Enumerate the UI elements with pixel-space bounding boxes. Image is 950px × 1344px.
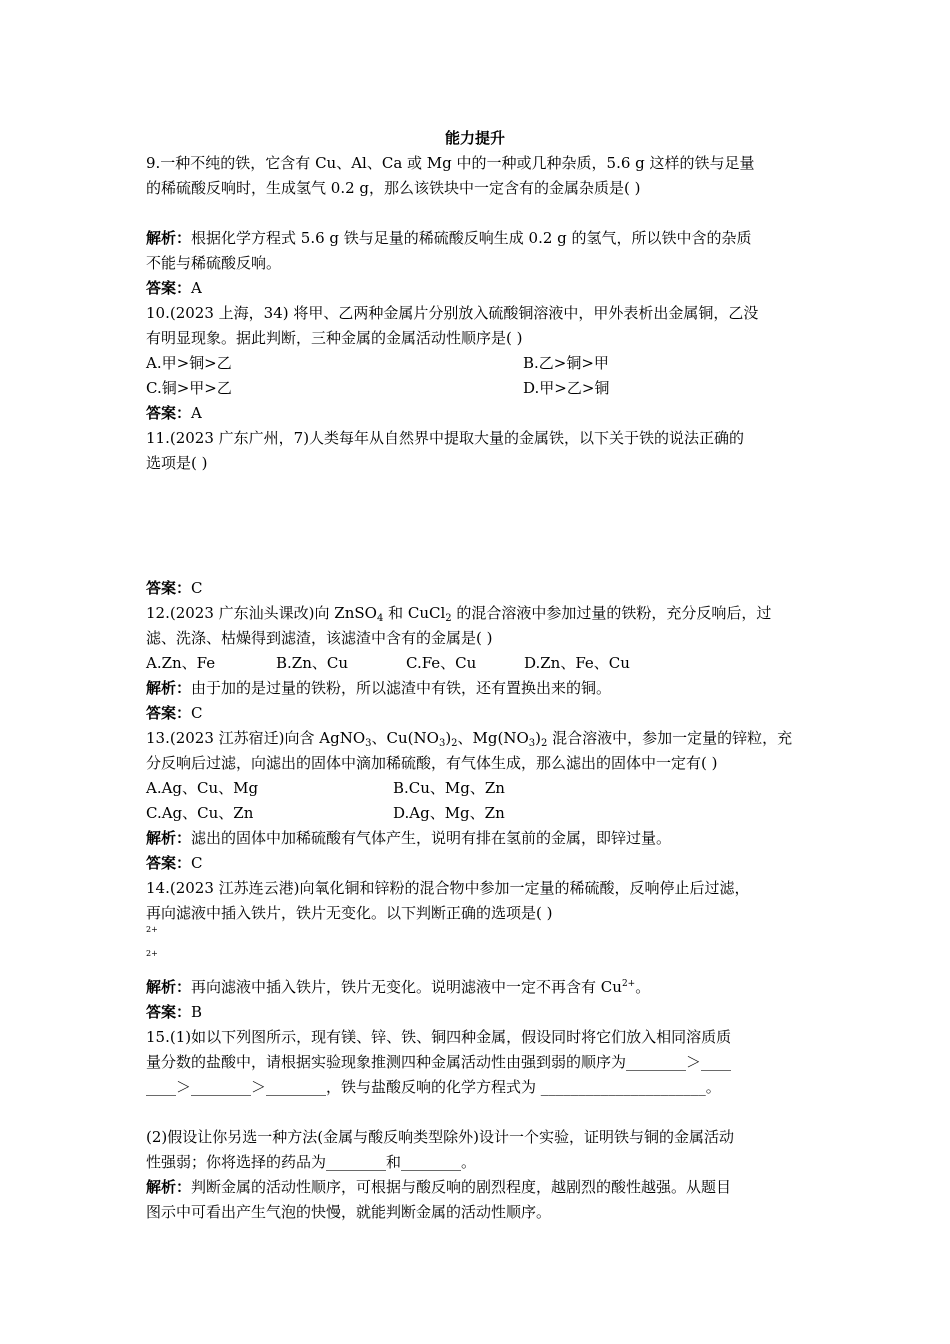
q13-sub-5: 2 — [541, 738, 548, 749]
q10-option-d: D.甲>乙>铜 — [523, 379, 610, 397]
analysis-label: 解析： — [146, 679, 192, 697]
q9-answer-value: A — [191, 279, 202, 297]
q12-line-2: 滤、洗涤、枯燥得到滤渣，该滤渣中含有的金属是( ) — [146, 629, 493, 647]
q9-line-1: 9.一种不纯的铁，它含有 Cu、Al、Ca 或 Mg 中的一种或几种杂质，5.6 g 这样的铁与足量 — [146, 154, 755, 172]
q12-option-c: C.Fe、Cu — [406, 654, 477, 672]
q13-analysis-text: 滤出的固体中加稀硫酸有气体产生，说明有排在氢前的金属，即锌过量。 — [191, 829, 672, 847]
q13-line-2: 分反响后过滤，向滤出的固体中滴加稀硫酸，有气体生成，那么滤出的固体中一定有( ) — [146, 754, 718, 772]
section-title: 能力提升 — [444, 129, 505, 147]
q13-answer — [146, 851, 203, 876]
q10-line-1: 10.(2023 上海，34) 将甲、乙两种金属片分别放入硫酸铜溶液中，甲外表析出金属铜，乙没 — [146, 304, 759, 322]
q14-fragment-2: 2+ — [146, 949, 158, 958]
answer-label: 答案： — [146, 854, 192, 872]
q14-analysis-sup: 2+ — [621, 979, 636, 989]
q15-analysis — [146, 1175, 731, 1200]
analysis-label: 解析： — [146, 829, 192, 847]
answer-label: 答案： — [146, 279, 192, 297]
q10-answer-value: A — [191, 404, 202, 422]
q13-answer-value: C — [191, 854, 203, 872]
q15-line-2: 量分数的盐酸中，请根据实验现象推测四种金属活动性由强到弱的顺序为________＞____ — [146, 1053, 732, 1071]
q13-sub-4: 3 — [528, 738, 536, 749]
q14-line-1: 14.(2023 江苏连云港)向氧化铜和锌粉的混合物中参加一定量的稀硫酸，反响停止后过滤， — [146, 879, 750, 897]
q12-answer — [146, 701, 203, 726]
q12-text-b: 和 CuCl — [383, 604, 446, 622]
q14-analysis-text: 再向滤液中插入铁片，铁片无变化。说明滤液中一定不再含有 Cu — [191, 978, 622, 996]
q10-option-c: C.铜>甲>乙 — [146, 379, 232, 397]
q15-line-1: 15.(1)如以下列图所示，现有镁、锌、铁、铜四种金属，假设同时将它们放入相同溶质质 — [146, 1028, 732, 1046]
answer-label: 答案： — [146, 579, 192, 597]
q13-sub-3: 2 — [451, 738, 458, 749]
q13-text-d: 、Mg(NO — [457, 729, 529, 747]
analysis-label: 解析： — [146, 229, 192, 247]
q12-line-1 — [146, 601, 771, 626]
q14-answer — [146, 1000, 202, 1025]
q13-analysis — [146, 826, 671, 851]
q13-text-f: 混合溶液中，参加一定量的锌粒，充 — [547, 729, 793, 747]
q12-option-d: D.Zn、Fe、Cu — [524, 654, 630, 672]
q15-part2-line-2: 性强弱；你将选择的药品为________和________。 — [146, 1153, 477, 1171]
q14-line-2: 再向滤液中插入铁片，铁片无变化。以下判断正确的选项是( ) — [146, 904, 553, 922]
q13-text-a: 13.(2023 江苏宿迁)向含 AgNO — [146, 729, 366, 747]
q12-option-b: B.Zn、Cu — [276, 654, 349, 672]
q13-sub-1: 3 — [365, 738, 372, 749]
q13-option-a: A.Ag、Cu、Mg — [146, 779, 259, 797]
answer-label: 答案： — [146, 1003, 192, 1021]
q9-answer — [146, 276, 202, 301]
q15-analysis-text-1: 判断金属的活动性顺序，可根据与酸反响的剧烈程度，越剧烈的酸性越强。从题目 — [191, 1178, 732, 1196]
q9-analysis — [146, 226, 752, 251]
q12-sub-2: 2 — [445, 613, 452, 624]
q12-option-a: A.Zn、Fe — [146, 654, 216, 672]
answer-label: 答案： — [146, 704, 192, 722]
q13-option-d: D.Ag、Mg、Zn — [393, 804, 505, 822]
q14-answer-value: B — [191, 1003, 203, 1021]
q14-analysis — [146, 975, 650, 1000]
q12-analysis-text: 由于加的是过量的铁粉，所以滤渣中有铁，还有置换出来的铜。 — [191, 679, 612, 697]
q10-line-2: 有明显现象。据此判断，三种金属的金属活动性顺序是( ) — [146, 329, 523, 347]
q13-sub-2: 3 — [438, 738, 446, 749]
q11-line-2: 选项是( ) — [146, 454, 208, 472]
q13-option-b: B.Cu、Mg、Zn — [393, 779, 505, 797]
q11-answer — [146, 576, 203, 601]
q13-text-e: ) — [535, 729, 542, 747]
answer-label: 答案： — [146, 404, 192, 422]
q11-answer-value: C — [191, 579, 203, 597]
q13-line-1 — [146, 726, 792, 751]
q15-part2-line-1: (2)假设让你另选一种方法(金属与酸反响类型除外)设计一个实验，证明铁与铜的金属活动 — [146, 1128, 734, 1146]
q10-option-b: B.乙>铜>甲 — [523, 354, 609, 372]
q11-line-1: 11.(2023 广东广州，7)人类每年从自然界中提取大量的金属铁，以下关于铁的说法正确的 — [146, 429, 745, 447]
q12-text-a: 12.(2023 广东汕头课改)向 ZnSO — [146, 604, 377, 622]
q15-analysis-line-2: 图示中可看出产生气泡的快慢，就能判断金属的活动性顺序。 — [146, 1203, 552, 1221]
q13-text-b: 、Cu(NO — [371, 729, 439, 747]
q9-line-2: 的稀硫酸反响时，生成氢气 0.2 g，那么该铁块中一定含有的金属杂质是( ) — [146, 179, 641, 197]
q13-text-c: ) — [445, 729, 452, 747]
q14-fragment-1: 2+ — [146, 925, 158, 934]
analysis-label: 解析： — [146, 1178, 192, 1196]
q10-answer — [146, 401, 202, 426]
q13-option-c: C.Ag、Cu、Zn — [146, 804, 254, 822]
q12-text-c: 的混合溶液中参加过量的铁粉，充分反响后，过 — [451, 604, 772, 622]
q12-sub-1: 4 — [376, 613, 384, 624]
q12-answer-value: C — [191, 704, 203, 722]
q9-analysis-line-2: 不能与稀硫酸反响。 — [146, 254, 282, 272]
q12-analysis — [146, 676, 611, 701]
q10-option-a: A.甲>铜>乙 — [146, 354, 232, 372]
analysis-label: 解析： — [146, 978, 192, 996]
q15-line-3: ____＞________＞________，铁与盐酸反响的化学方程式为 ______________________。 — [146, 1078, 721, 1096]
q14-analysis-end: 。 — [635, 978, 651, 996]
q9-analysis-text-1: 根据化学方程式 5.6 g 铁与足量的稀硫酸反响生成 0.2 g 的氢气，所以铁中含的杂质 — [191, 229, 752, 247]
